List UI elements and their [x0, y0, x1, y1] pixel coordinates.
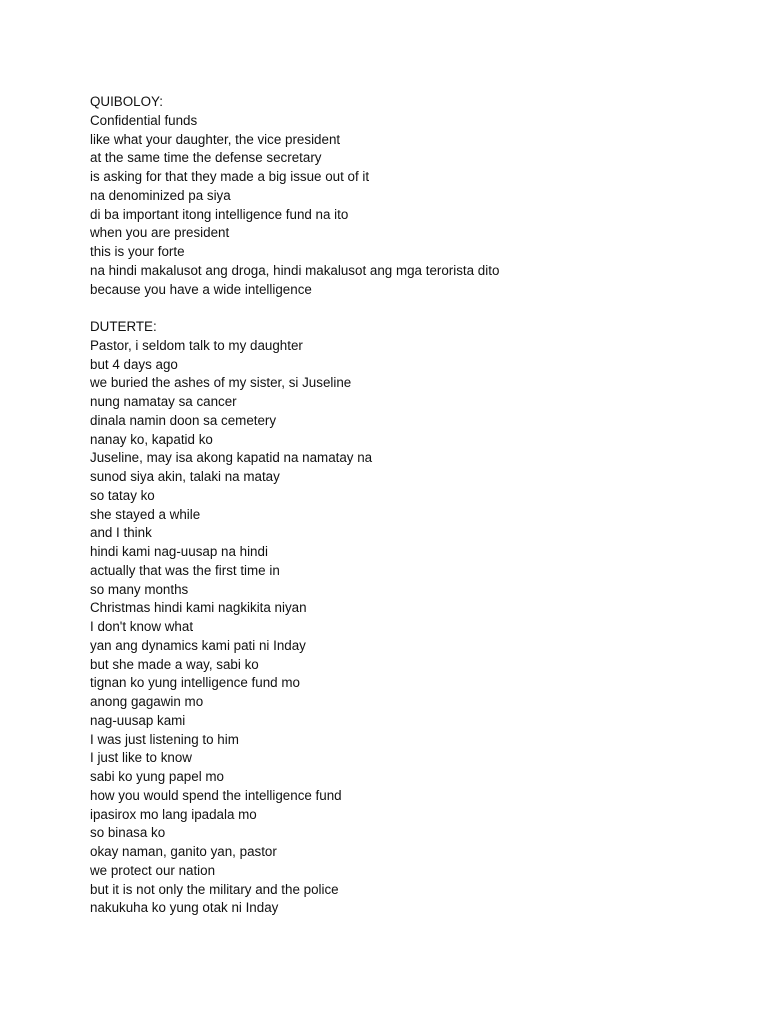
transcript-section-duterte: [90, 318, 730, 918]
transcript-line: nakukuha ko yung otak ni Inday: [90, 900, 279, 916]
transcript-line: I just like to know: [90, 750, 192, 766]
transcript-line: tignan ko yung intelligence fund mo: [90, 675, 300, 691]
transcript-line: Confidential funds: [90, 112, 198, 128]
transcript-line: and I think: [90, 525, 152, 541]
speaker-label: DUTERTE:: [90, 319, 157, 334]
transcript-line: how you would spend the intelligence fund: [90, 787, 342, 803]
transcript-line: nanay ko, kapatid ko: [90, 431, 213, 447]
transcript-line: is asking for that they made a big issue out of it: [90, 169, 370, 184]
transcript-line: but 4 days ago: [90, 356, 178, 372]
transcript-line: Christmas hindi kami nagkikita niyan: [90, 600, 307, 616]
transcript-line: Juseline, may isa akong kapatid na namatay na: [90, 450, 373, 466]
transcript-line: ipasirox mo lang ipadala mo: [90, 806, 257, 822]
transcript-line: we buried the ashes of my sister, si Juseline: [90, 375, 352, 391]
transcript-line: di ba important itong intelligence fund na ito: [90, 206, 349, 222]
transcript-line: so tatay ko: [90, 487, 155, 503]
transcript-line: yan ang dynamics kami pati ni Inday: [90, 637, 306, 653]
transcript-line: Pastor, i seldom talk to my daughter: [90, 337, 303, 353]
transcript-line: like what your daughter, the vice president: [90, 131, 341, 147]
transcript-line: at the same time the defense secretary: [90, 150, 322, 166]
transcript-line: I don't know what: [90, 619, 194, 634]
transcript-line: na hindi makalusot ang droga, hindi makalusot ang mga terorista dito: [90, 262, 500, 278]
transcript-line: this is your forte: [90, 244, 185, 259]
transcript-line: okay naman, ganito yan, pastor: [90, 844, 277, 859]
speaker-label: QUIBOLOY:: [90, 94, 163, 109]
transcript-line: but she made a way, sabi ko: [90, 656, 259, 672]
transcript-line: dinala namin doon sa cemetery: [90, 412, 277, 428]
transcript-line: na denominized pa siya: [90, 187, 231, 203]
transcript-line: I was just listening to him: [90, 731, 239, 747]
transcript-line: hindi kami nag-uusap na hindi: [90, 544, 268, 559]
transcript-line: nag-uusap kami: [90, 712, 186, 728]
transcript-line: because you have a wide intelligence: [90, 281, 312, 297]
transcript-line: actually that was the first time in: [90, 562, 280, 578]
transcript-line: she stayed a while: [90, 506, 201, 522]
transcript-line: but it is not only the military and the police: [90, 881, 339, 897]
transcript-body: [90, 93, 730, 918]
transcript-line: sabi ko yung papel mo: [90, 769, 224, 784]
transcript-line: anong gagawin mo: [90, 694, 204, 709]
transcript-line: we protect our nation: [90, 862, 216, 878]
transcript-line: so binasa ko: [90, 825, 166, 841]
transcript-line: when you are president: [90, 225, 230, 241]
transcript-line: so many months: [90, 581, 189, 597]
transcript-section-quiboloy: [90, 93, 730, 299]
transcript-line: sunod siya akin, talaki na matay: [90, 469, 280, 484]
transcript-line: nung namatay sa cancer: [90, 394, 237, 409]
